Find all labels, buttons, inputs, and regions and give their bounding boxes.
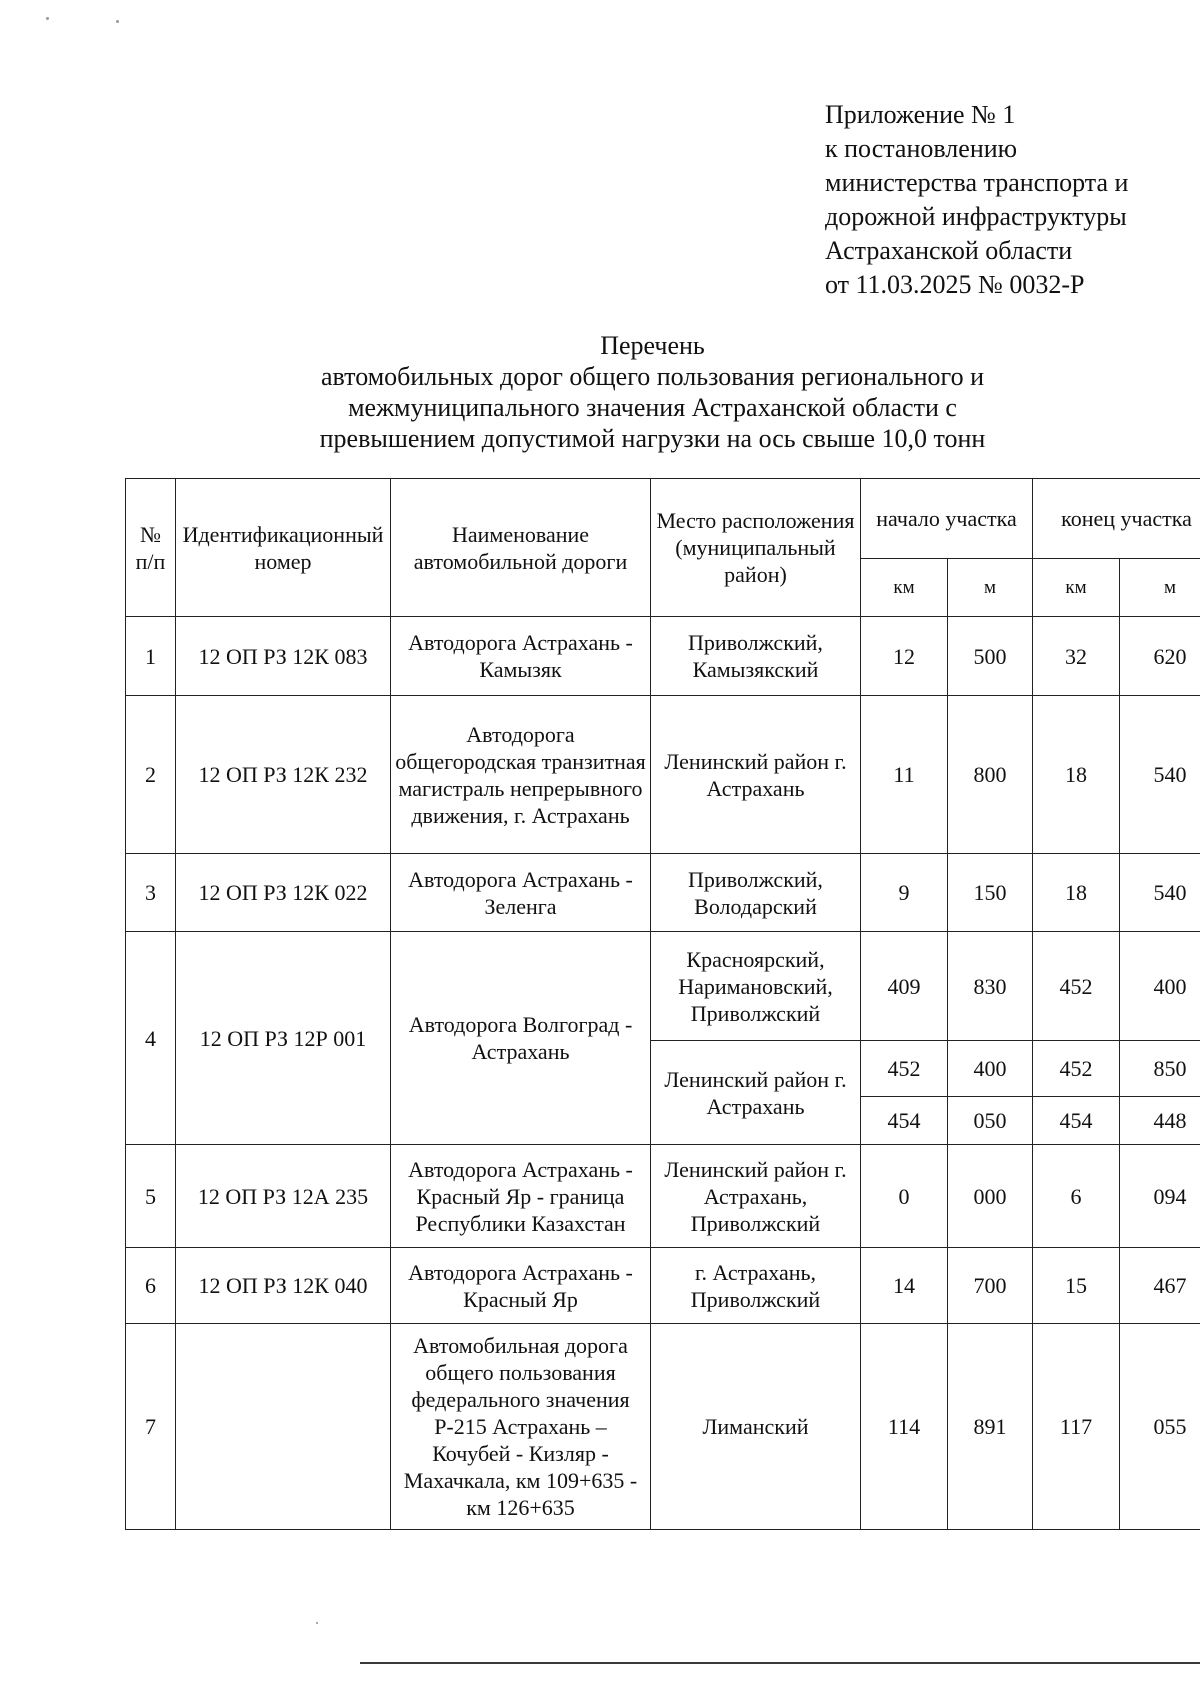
end-m: 400 xyxy=(1120,932,1200,1041)
header-name: Наименование автомобильной дороги xyxy=(391,479,651,617)
row-name: Автодорога Волгоград - Астрахань xyxy=(391,932,651,1145)
header-num: № п/п xyxy=(126,479,176,617)
end-m: 055 xyxy=(1120,1324,1200,1530)
end-km: 18 xyxy=(1033,854,1120,932)
row-num: 4 xyxy=(126,932,176,1145)
appendix-line: министерства транспорта и xyxy=(825,168,1129,197)
end-m: 850 xyxy=(1120,1041,1200,1097)
row-location: Приволжский, Камызякский xyxy=(651,617,861,696)
end-m: 620 xyxy=(1120,617,1200,696)
start-km: 114 xyxy=(861,1324,948,1530)
end-km: 18 xyxy=(1033,696,1120,854)
header-end: конец участка xyxy=(1033,479,1200,559)
table-row xyxy=(126,1324,1200,1530)
row-name: Автодорога Астрахань - Зеленга xyxy=(391,854,651,932)
end-m: 448 xyxy=(1120,1097,1200,1145)
title-line: автомобильных дорог общего пользования регионального и xyxy=(321,362,984,391)
end-km: 452 xyxy=(1033,932,1120,1041)
header-start-m: м xyxy=(948,559,1033,617)
row-location: Ленинский район г. Астрахань xyxy=(651,696,861,854)
scan-edge-line xyxy=(360,1662,1200,1664)
row-num: 3 xyxy=(126,854,176,932)
table-row xyxy=(126,854,1200,932)
start-m: 150 xyxy=(948,854,1033,932)
row-location: г. Астрахань, Приволжский xyxy=(651,1248,861,1324)
table-row xyxy=(126,1145,1200,1248)
row-location: Красноярский, Наримановский, Приволжский xyxy=(651,932,861,1041)
scan-speck xyxy=(46,17,49,20)
table-row xyxy=(126,1248,1200,1324)
row-name: Автодорога Астрахань - Красный Яр - граница Республики Казахстан xyxy=(391,1145,651,1248)
row-num: 7 xyxy=(126,1324,176,1530)
row-id: 12 ОП РЗ 12К 232 xyxy=(176,696,391,854)
end-km: 452 xyxy=(1033,1041,1120,1097)
header-start-km: км xyxy=(861,559,948,617)
end-m: 467 xyxy=(1120,1248,1200,1324)
start-km: 9 xyxy=(861,854,948,932)
roads-table xyxy=(125,478,1200,1530)
table-row xyxy=(126,932,1200,1041)
row-location: Приволжский, Володарский xyxy=(651,854,861,932)
appendix-line: Приложение № 1 xyxy=(825,100,1016,129)
header-location: Место расположения (муниципальный район) xyxy=(651,479,861,617)
appendix-line: Астраханской области xyxy=(825,236,1073,265)
start-km: 11 xyxy=(861,696,948,854)
end-m: 540 xyxy=(1120,854,1200,932)
header-end-km: км xyxy=(1033,559,1120,617)
row-name: Автодорога Астрахань - Камызяк xyxy=(391,617,651,696)
title-line: Перечень xyxy=(600,331,705,360)
start-m: 500 xyxy=(948,617,1033,696)
start-km: 452 xyxy=(861,1041,948,1097)
end-km: 117 xyxy=(1033,1324,1120,1530)
appendix-block xyxy=(825,98,1128,302)
end-km: 454 xyxy=(1033,1097,1120,1145)
end-km: 6 xyxy=(1033,1145,1120,1248)
scan-speck xyxy=(316,1622,318,1624)
title-line: межмуниципального значения Астраханской области с xyxy=(348,393,957,422)
row-location: Ленинский район г. Астрахань xyxy=(651,1041,861,1145)
row-id: 12 ОП РЗ 12Р 001 xyxy=(176,932,391,1145)
start-m: 830 xyxy=(948,932,1033,1041)
row-id: 12 ОП РЗ 12А 235 xyxy=(176,1145,391,1248)
row-location: Лиманский xyxy=(651,1324,861,1530)
scan-speck xyxy=(116,20,119,23)
end-km: 15 xyxy=(1033,1248,1120,1324)
start-km: 0 xyxy=(861,1145,948,1248)
start-m: 050 xyxy=(948,1097,1033,1145)
row-id: 12 ОП РЗ 12К 040 xyxy=(176,1248,391,1324)
end-m: 540 xyxy=(1120,696,1200,854)
row-num: 6 xyxy=(126,1248,176,1324)
row-num: 5 xyxy=(126,1145,176,1248)
title-line: превышением допустимой нагрузки на ось свыше 10,0 тонн xyxy=(319,424,986,453)
start-m: 800 xyxy=(948,696,1033,854)
start-km: 12 xyxy=(861,617,948,696)
start-m: 000 xyxy=(948,1145,1033,1248)
row-name: Автодорога Астрахань - Красный Яр xyxy=(391,1248,651,1324)
header-end-m: м xyxy=(1120,559,1200,617)
row-num: 1 xyxy=(126,617,176,696)
row-id: 12 ОП РЗ 12К 022 xyxy=(176,854,391,932)
start-km: 409 xyxy=(861,932,948,1041)
row-num: 2 xyxy=(126,696,176,854)
appendix-line: дорожной инфраструктуры xyxy=(825,202,1127,231)
table-row xyxy=(126,696,1200,854)
appendix-line: к постановлению xyxy=(825,134,1018,163)
table-row xyxy=(126,617,1200,696)
start-m: 400 xyxy=(948,1041,1033,1097)
start-m: 700 xyxy=(948,1248,1033,1324)
row-id xyxy=(176,1324,391,1530)
start-km: 454 xyxy=(861,1097,948,1145)
start-km: 14 xyxy=(861,1248,948,1324)
row-name: Автомобильная дорога общего пользования федерального значения Р-215 Астрахань – Кочубей - Кизляр - Махачкала, км 109+635 - км 126+635 xyxy=(391,1324,651,1530)
header-start: начало участка xyxy=(861,479,1033,559)
end-km: 32 xyxy=(1033,617,1120,696)
document-title xyxy=(0,330,1200,454)
appendix-line: от 11.03.2025 № 0032-Р xyxy=(825,270,1085,299)
row-name: Автодорога общегородская транзитная магистраль непрерывного движения, г. Астрахань xyxy=(391,696,651,854)
end-m: 094 xyxy=(1120,1145,1200,1248)
start-m: 891 xyxy=(948,1324,1033,1530)
row-id: 12 ОП РЗ 12К 083 xyxy=(176,617,391,696)
header-id: Идентификационный номер xyxy=(176,479,391,617)
row-location: Ленинский район г. Астрахань, Приволжский xyxy=(651,1145,861,1248)
